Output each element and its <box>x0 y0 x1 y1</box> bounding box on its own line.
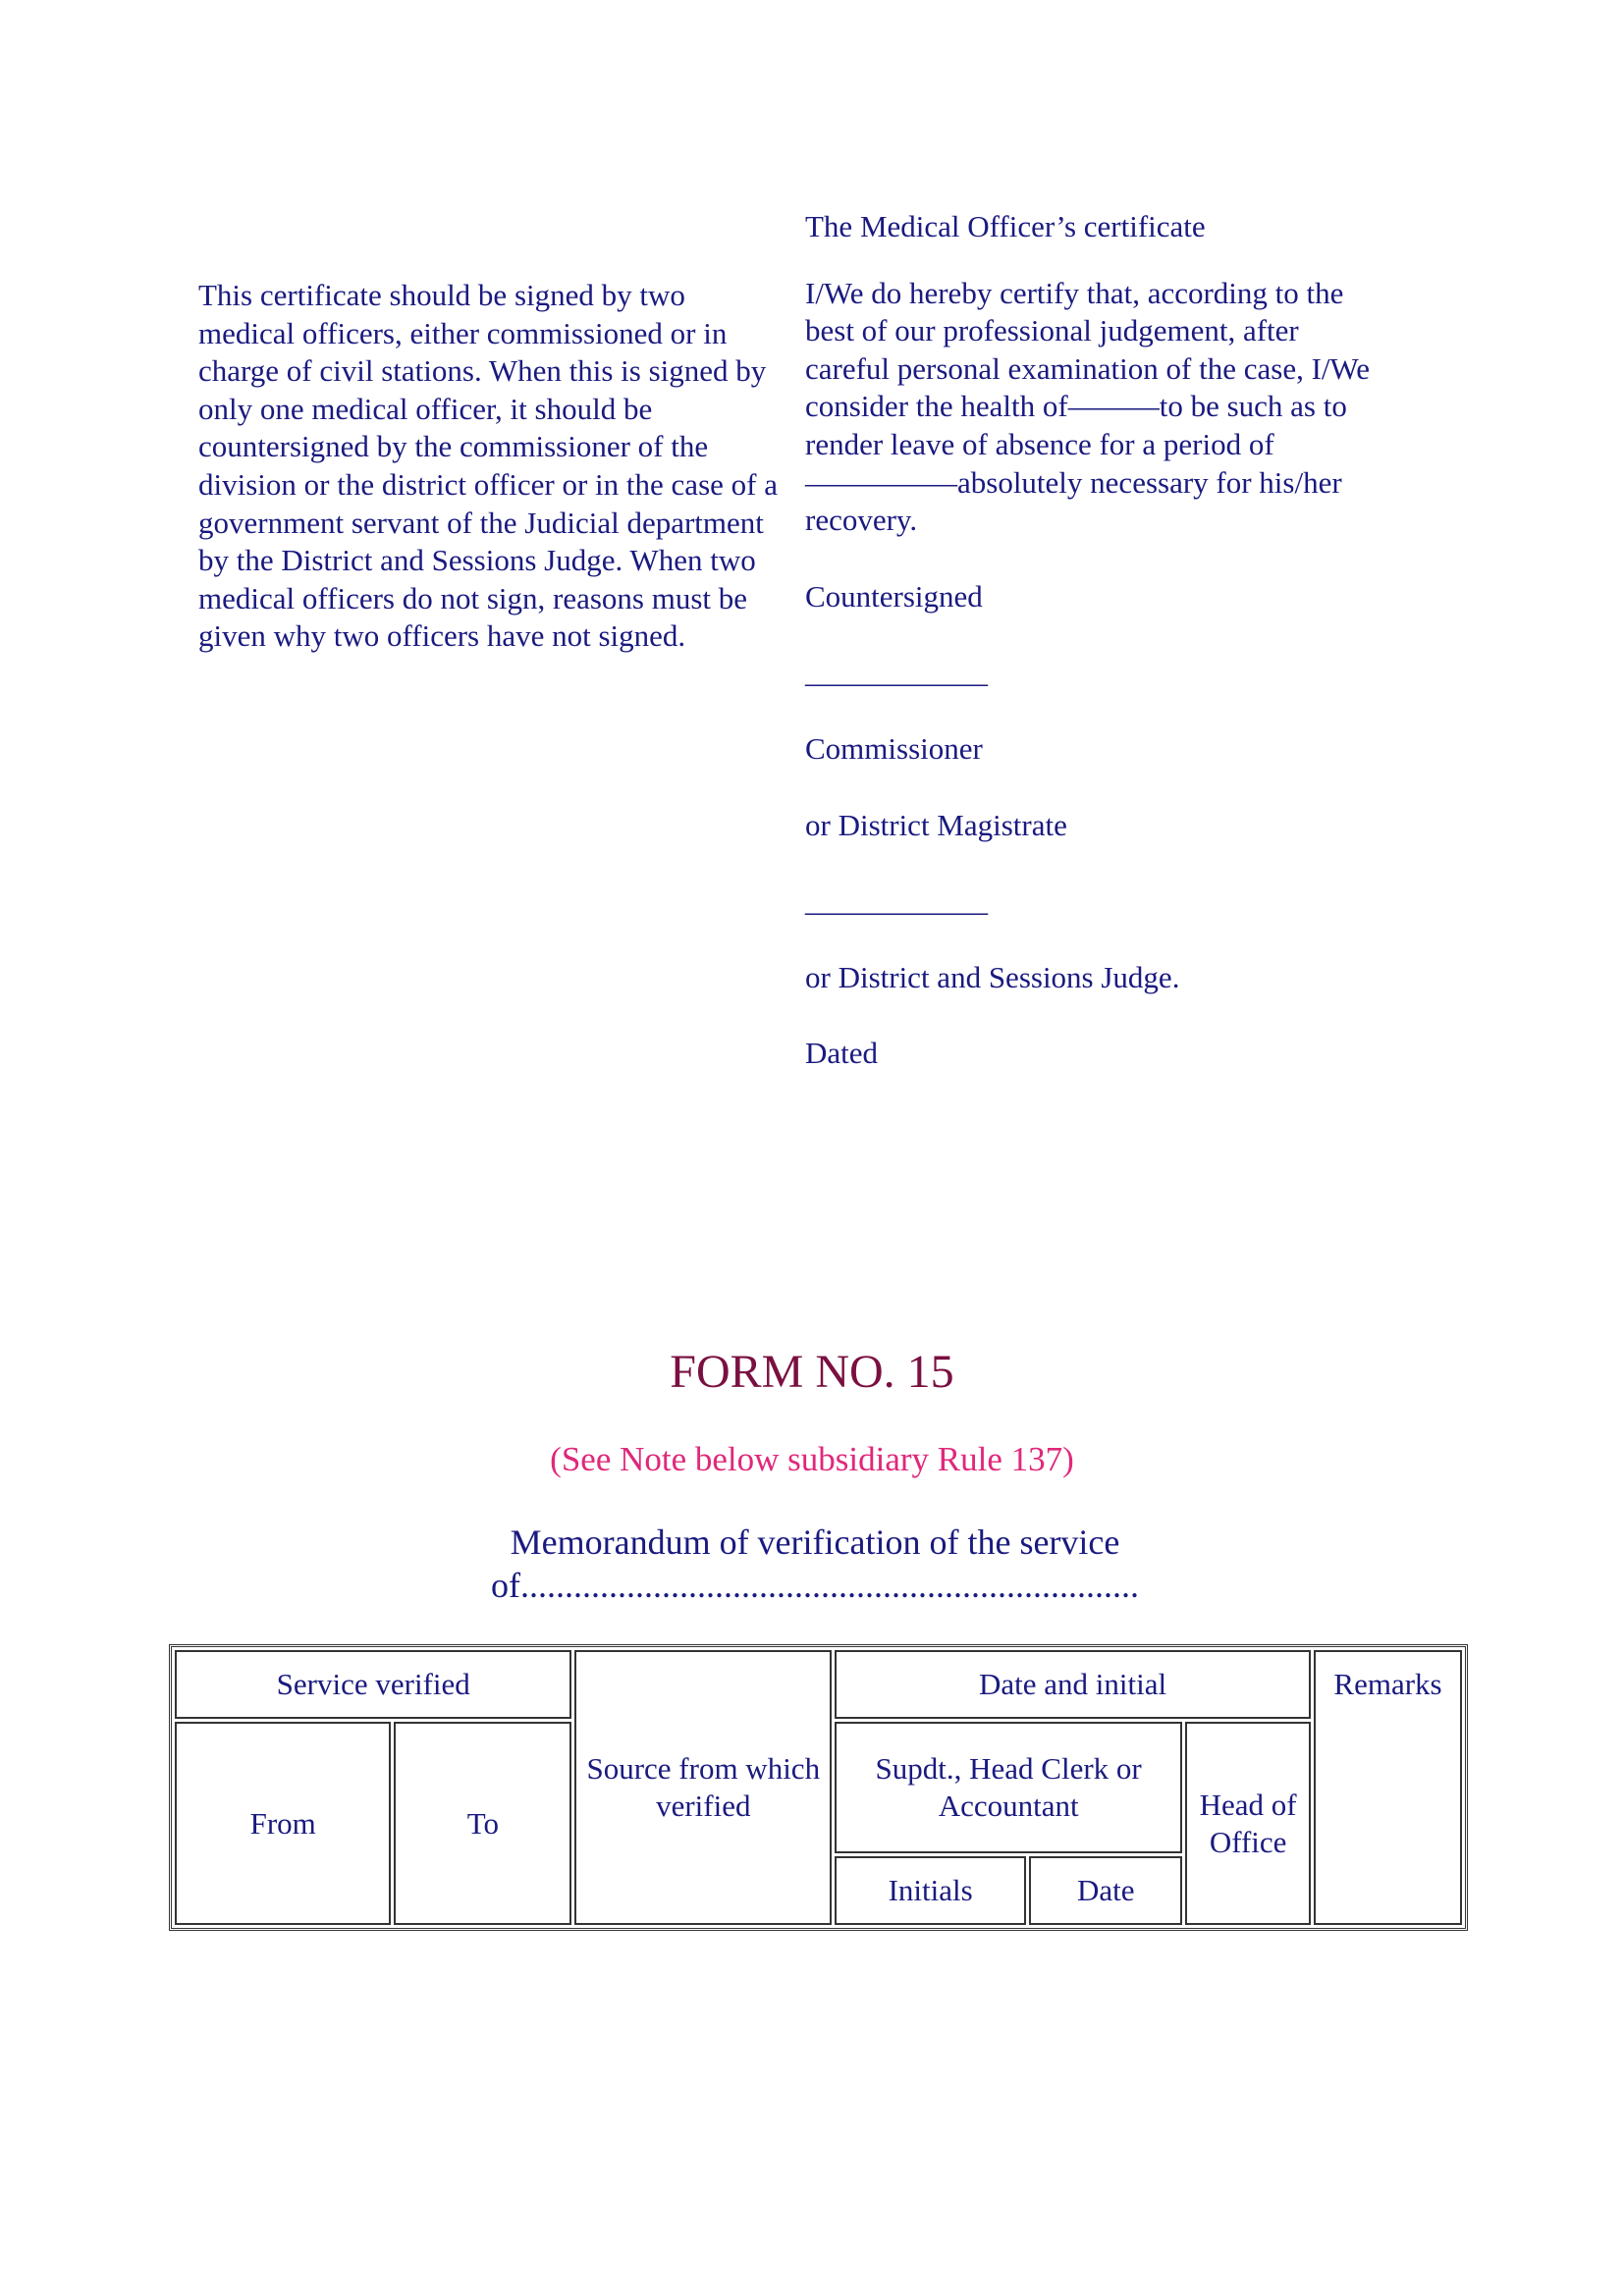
signing-instructions-text: This certificate should be signed by two medical officers, either commissioned or in charge of civil stations. When this is signed by only one medical officer, it should be countersigned by the commissioner of the division or the district officer or in the case of a government servant of the Judicial department by the District and Sessions Judge. When two medical officers do not sign, reasons must be given why two officers have not signed. <box>198 278 778 654</box>
signature-line-2: ____________ <box>805 883 988 919</box>
header-source: Source from which verified <box>574 1650 832 1925</box>
form-note: (See Note below subsidiary Rule 137) <box>550 1440 1074 1478</box>
header-service-verified: Service verified <box>175 1650 571 1719</box>
header-remarks: Remarks <box>1314 1650 1462 1925</box>
signature-line-1: ____________ <box>805 655 988 690</box>
sessions-judge-label: or District and Sessions Judge. <box>805 959 1180 994</box>
signing-instructions <box>198 277 787 656</box>
service-verification-table <box>169 1644 1468 1931</box>
header-to: To <box>394 1722 571 1925</box>
header-head-of-office: Head of Office <box>1185 1722 1311 1925</box>
header-date-and-initial: Date and initial <box>835 1650 1311 1719</box>
memorandum-heading: Memorandum of verification of the service of...................................................................... <box>491 1522 1139 1605</box>
medical-certificate <box>805 208 1375 1073</box>
header-from: From <box>175 1722 391 1925</box>
header-date: Date <box>1029 1856 1182 1925</box>
district-magistrate-label: or District Magistrate <box>805 807 1067 842</box>
commissioner-label: Commissioner <box>805 730 983 766</box>
countersigned-label: Countersigned <box>805 578 983 614</box>
certificate-body: I/We do hereby certify that, according to the best of our professional judgement, after careful personal examination of the case, I/We consider the health of———to be such as to render leave of absence for a period of—————absolutely necessary for his/her recovery. <box>805 275 1371 538</box>
header-initials: Initials <box>835 1856 1026 1925</box>
header-supdt: Supdt., Head Clerk or Accountant <box>835 1722 1182 1853</box>
form-title: FORM NO. 15 <box>670 1346 954 1398</box>
certificate-title: The Medical Officer’s certificate <box>805 209 1206 243</box>
dated-label: Dated <box>805 1036 879 1071</box>
